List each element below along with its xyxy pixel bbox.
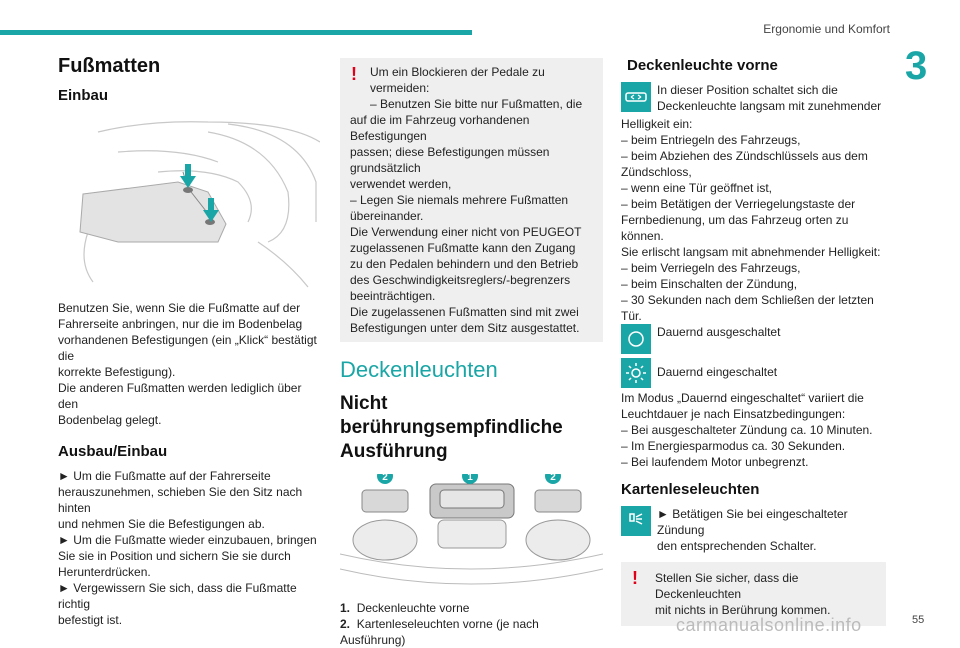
on-mode-row — [621, 358, 886, 388]
text-line: Fernbedienung, um das Fahrzeug orten zu können. — [621, 213, 849, 243]
warning-line: zugelassenen Fußmatte kann den Zugang — [350, 241, 576, 255]
callout-2-right-label: 2 — [550, 474, 556, 483]
warning-line: mit nichts in Berührung kommen. — [655, 603, 831, 617]
map-light-icon — [621, 506, 651, 536]
text-line: Zündschloss, — [621, 165, 692, 179]
text-line: herauszunehmen, schieben Sie den Sitz nach hinten — [58, 485, 303, 515]
mode-text — [621, 390, 886, 470]
text-line: – beim Abziehen des Zündschlüssels aus dem — [621, 149, 868, 163]
warning-line: Befestigungen unter dem Sitz ausgestattet. — [350, 321, 580, 335]
text-line: Sie erlischt langsam mit abnehmender Helligkeit: — [621, 245, 881, 259]
header-accent-bar — [0, 30, 472, 35]
warning-line: Stellen Sie sicher, dass die Deckenleuchten — [655, 571, 799, 601]
deckenleuchten-title: Deckenleuchten — [340, 357, 498, 382]
caption-number: 1. — [340, 601, 351, 615]
door-mode-details — [621, 116, 886, 324]
warning-line: des Geschwindigkeitsreglers/-begrenzers — [350, 273, 571, 287]
text-line: ► Um die Fußmatte auf der Fahrerseite — [58, 469, 271, 483]
warning-icon: ! — [351, 64, 357, 84]
heading-line: Nicht berührungsempfindliche — [340, 393, 563, 438]
text-line: – beim Entriegeln des Fahrzeugs, — [621, 133, 801, 147]
warning-icon: ! — [632, 568, 638, 588]
page-number: 55 — [912, 614, 925, 626]
ausbau-heading: Ausbau/Einbau — [58, 443, 168, 460]
floor-mat-illustration — [58, 112, 320, 290]
warning-line: Um ein Blockieren der Pedale zu vermeiden: — [370, 65, 545, 95]
text-line: Leuchtdauer je nach Einsatzbedingungen: — [621, 407, 846, 421]
column-lights — [340, 58, 603, 648]
text-line: den entsprechenden Schalter. — [657, 539, 817, 553]
caption-item — [340, 600, 603, 616]
text-line: Im Modus „Dauernd eingeschaltet“ variiert die — [621, 391, 864, 405]
off-mode-row — [621, 324, 886, 354]
non-touch-heading — [340, 392, 603, 464]
floor-mat-drawing — [58, 112, 320, 290]
einbau-heading: Einbau — [58, 87, 109, 104]
caption-text: Kartenleseleuchten vorne (je nach Ausführung) — [340, 617, 539, 647]
text-line: Helligkeit ein: — [621, 117, 693, 131]
warning-line: zu den Pedalen behindern und den Betrieb — [350, 257, 579, 271]
warning-line: übereinander. — [350, 209, 424, 223]
warning-line: Die zugelassenen Fußmatten sind mit zwei — [350, 305, 579, 319]
pedal-warning-box — [340, 58, 603, 342]
text-line: – Bei laufendem Motor unbegrenzt. — [621, 455, 809, 469]
door-mode-row — [621, 82, 886, 114]
callout-2-left-label: 2 — [382, 474, 388, 483]
text-line: Benutzen Sie, wenn Sie die Fußmatte auf der — [58, 301, 301, 315]
text-line: Die anderen Fußmatten werden lediglich über den — [58, 381, 302, 411]
ausbau-text — [58, 468, 320, 628]
text-line: – beim Betätigen der Verriegelungstaste der — [621, 197, 856, 211]
watermark: carmanualsonline.info — [676, 615, 862, 635]
warning-line: – Benutzen Sie bitte nur Fußmatten, die — [370, 97, 583, 111]
caption-number: 2. — [340, 617, 351, 631]
text-line: – 30 Sekunden nach dem Schließen der letzten Tür. — [621, 293, 874, 323]
page-title: Fußmatten — [58, 55, 161, 77]
off-mode-label: Dauernd ausgeschaltet — [657, 325, 781, 339]
text-line: ► Vergewissern Sie sich, dass die Fußmatte richtig — [58, 581, 297, 611]
door-mode-icon — [621, 82, 651, 112]
text-line: – Im Energiesparmodus ca. 30 Sekunden. — [621, 439, 846, 453]
door-mode-text — [657, 82, 881, 114]
heading-line: Ausführung — [340, 441, 448, 462]
on-mode-label: Dauernd eingeschaltet — [657, 365, 778, 379]
warning-line: verwendet werden, — [350, 177, 452, 191]
text-line: korrekte Befestigung). — [58, 365, 176, 379]
ceiling-light-drawing — [340, 474, 603, 594]
text-line: Fahrerseite anbringen, nur die im Bodenbelag — [58, 317, 303, 331]
text-line: ► Um die Fußmatte wieder einzubauen, bringen — [58, 533, 317, 547]
warning-line: passen; diese Befestigungen müssen grundsätzlich — [350, 145, 550, 175]
text-line: Deckenleuchte langsam mit zunehmender — [657, 99, 882, 113]
text-line: befestigt ist. — [58, 613, 123, 627]
ceiling-light-illustration — [340, 474, 603, 594]
caption-item — [340, 616, 603, 648]
text-line: und nehmen Sie die Befestigungen ab. — [58, 517, 265, 531]
warning-line: Die Verwendung einer nicht von PEUGEOT — [350, 225, 582, 239]
column-floor-mats — [58, 55, 320, 628]
section-title: Ergonomie und Komfort — [763, 22, 890, 36]
text-line: – wenn eine Tür geöffnet ist, — [621, 181, 772, 195]
sun-on-icon — [621, 358, 651, 388]
warning-line: beeinträchtigen. — [350, 289, 436, 303]
circle-off-icon — [621, 324, 651, 354]
text-line: Herunterdrücken. — [58, 565, 151, 579]
text-line: – Bei ausgeschalteter Zündung ca. 10 Minuten. — [621, 423, 873, 437]
caption-text: Deckenleuchte vorne — [356, 601, 470, 615]
map-lights-text — [657, 506, 886, 554]
text-line: Bodenbelag gelegt. — [58, 413, 162, 427]
column-front-light — [621, 58, 886, 626]
text-line: ► Betätigen Sie bei eingeschalteter Zündung — [657, 507, 848, 537]
map-lights-heading: Kartenleseleuchten — [621, 481, 760, 498]
callout-1-label: 1 — [467, 474, 473, 483]
warning-line: auf die im Fahrzeug vorhandenen Befestigungen — [350, 113, 530, 143]
map-lights-row — [621, 506, 886, 554]
text-line: – beim Einschalten der Zündung, — [621, 277, 798, 291]
front-light-heading: Deckenleuchte vorne — [627, 57, 778, 74]
chapter-number: 3 — [905, 44, 928, 88]
einbau-text — [58, 300, 320, 428]
text-line: Sie sie in Position und sichern Sie sie durch — [58, 549, 291, 563]
illustration-caption — [340, 600, 603, 648]
text-line: vorhandenen Befestigungen (ein „Klick“ bestätigt die — [58, 333, 317, 363]
warning-line: – Legen Sie niemals mehrere Fußmatten — [350, 193, 569, 207]
text-line: – beim Verriegeln des Fahrzeugs, — [621, 261, 801, 275]
text-line: In dieser Position schaltet sich die — [657, 83, 838, 97]
